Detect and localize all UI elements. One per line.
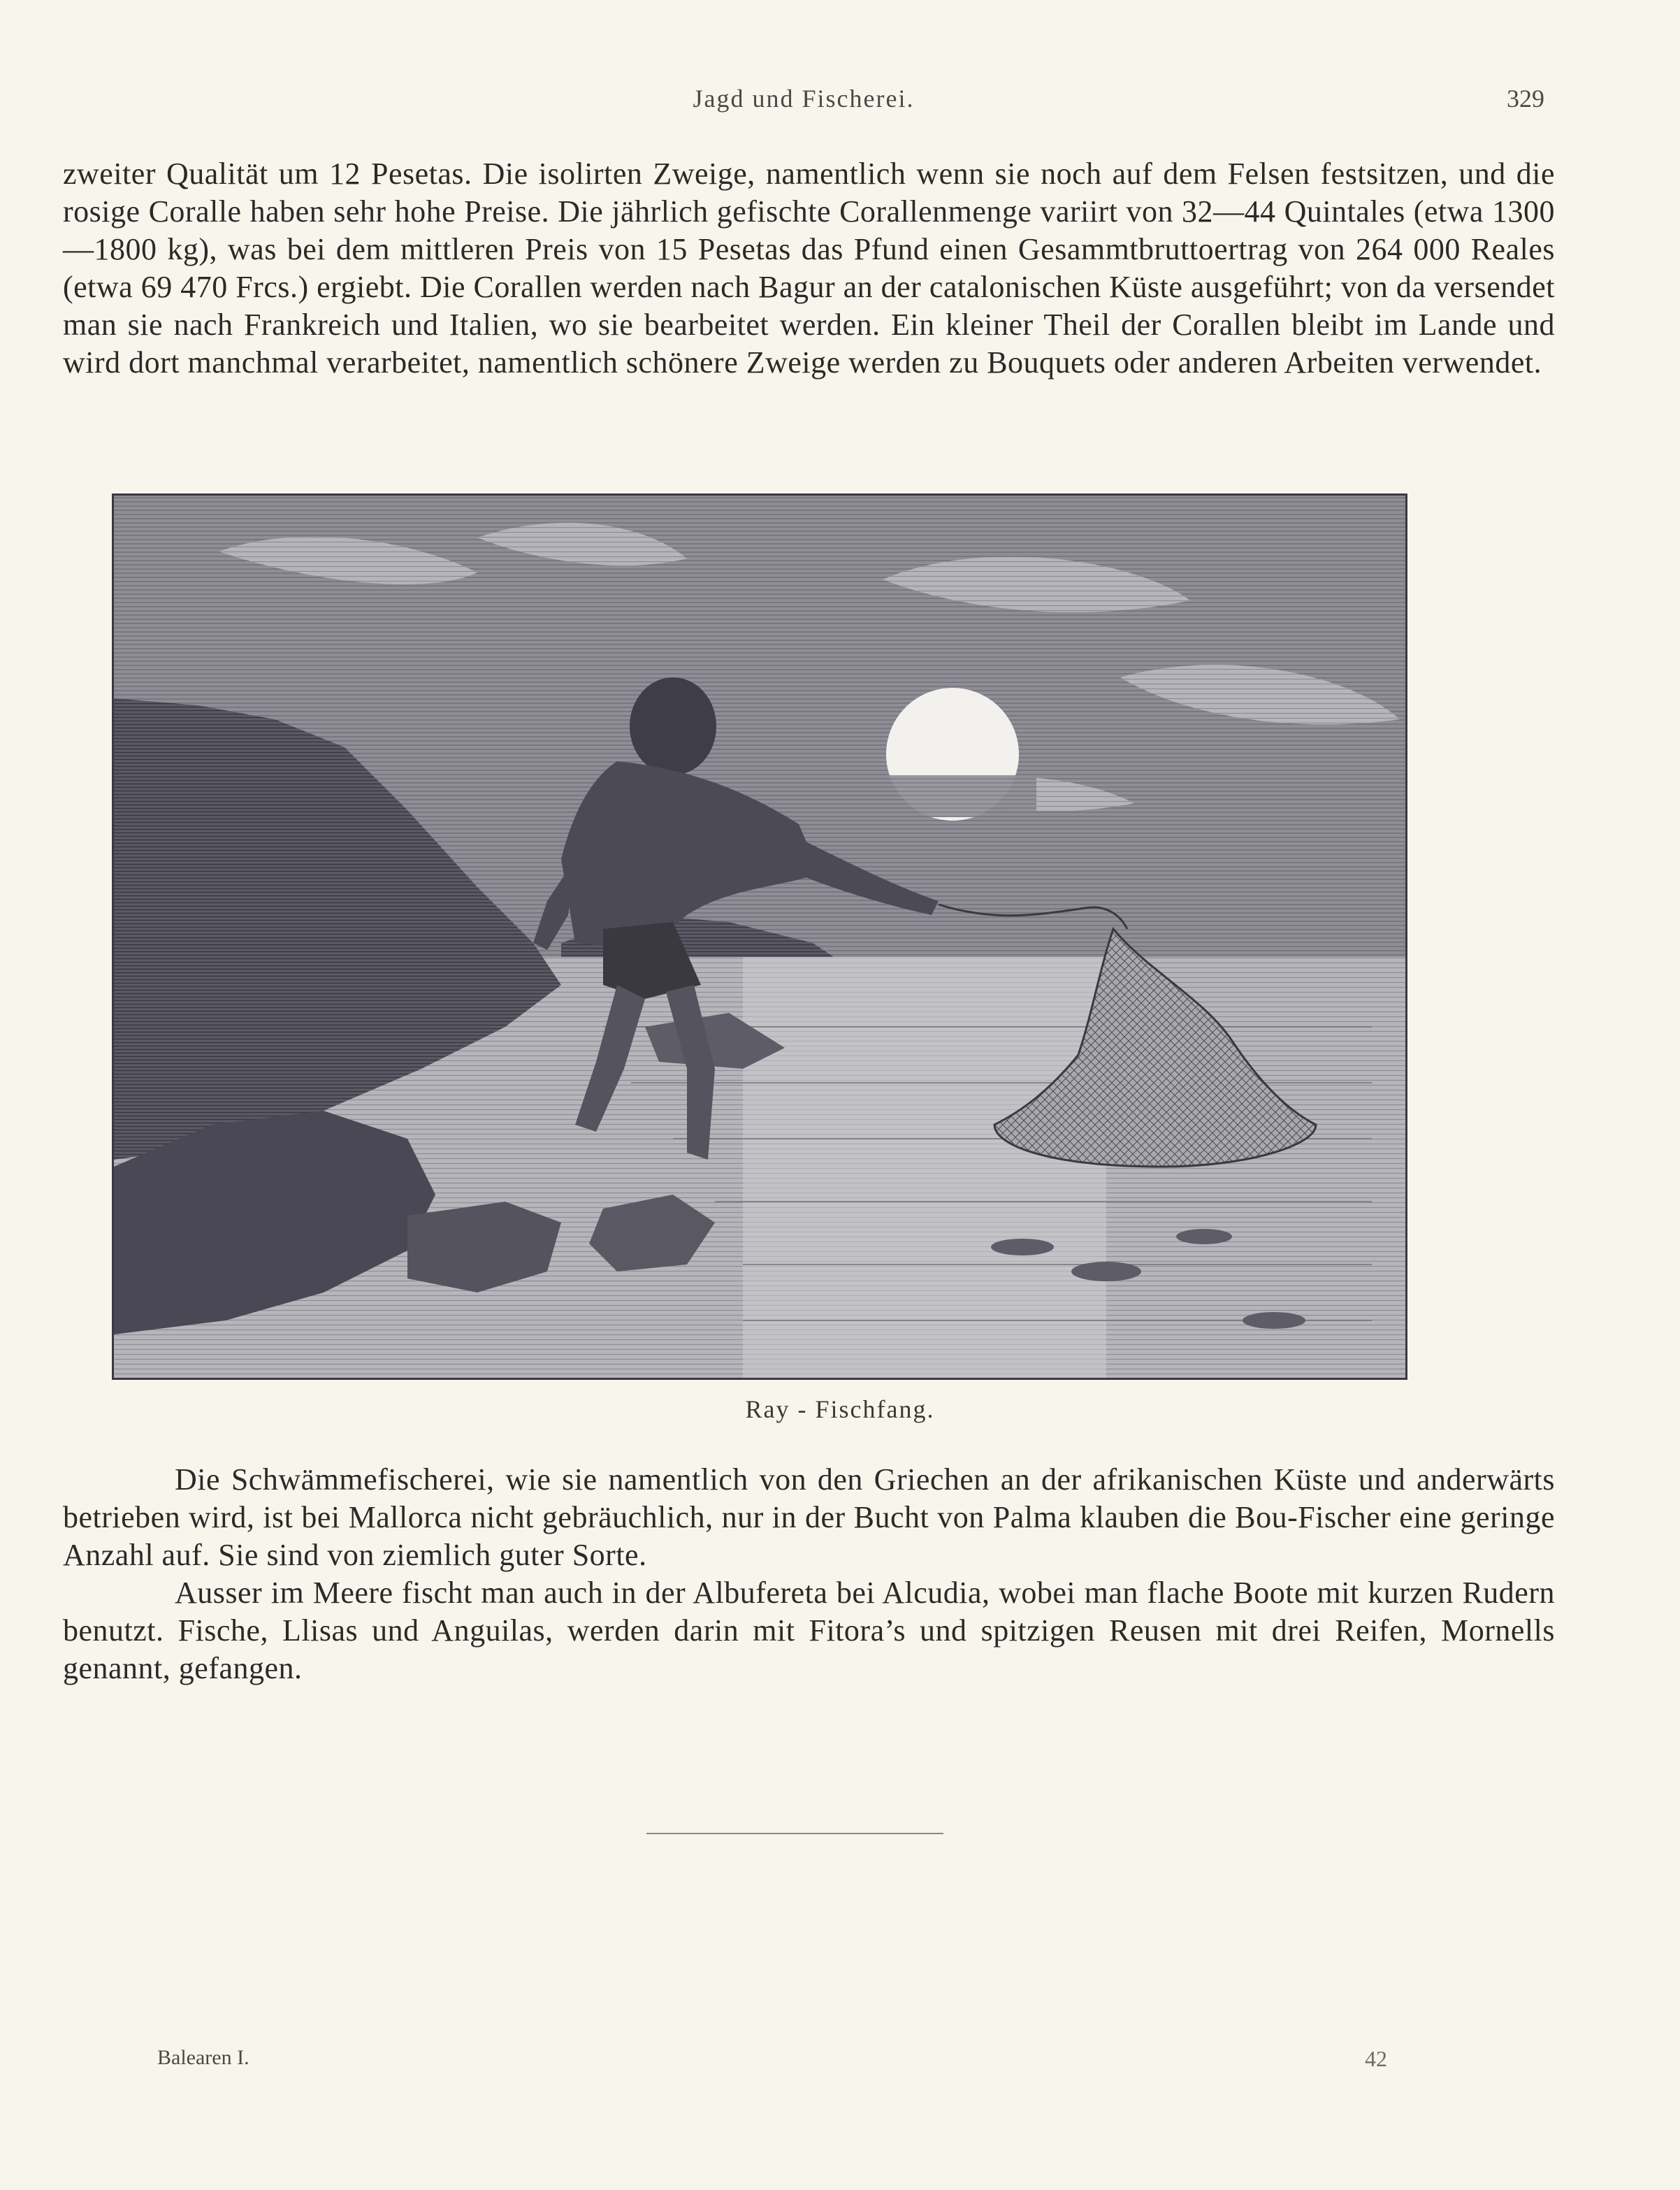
section-rule: [646, 1833, 943, 1834]
engraving-illustration: [112, 494, 1407, 1380]
figure-caption: Ray - Fischfang.: [745, 1395, 935, 1423]
paragraph-corallen: zweiter Qualität um 12 Pesetas. Die isolirten Zweige, namentlich wenn sie noch auf dem Felsen festsitzen, und die rosige Coralle haben sehr hohe Preise. Die jährlich gefischte Corallenmenge variirt von 32—44 Quintales (etwa 1300—1800 kg), was bei dem mittleren Preis von 15 Pesetas das Pfund einen Gesammtbruttoertrag von 264 000 Reales (etwa 69 470 Frcs.) ergiebt. Die Corallen werden nach Bagur an der catalonischen Küste ausgeführt; von da versendet man sie nach Frankreich und Italien, wo sie bearbeitet werden. Ein kleiner Theil der Corallen bleibt im Lande und wird dort manchmal verarbeitet, namentlich schönere Zweige werden zu Bouquets oder anderen Arbeiten verwendet.: [63, 157, 1555, 380]
top-paragraph-block: [63, 155, 1555, 382]
running-head: [63, 84, 1544, 126]
bottom-paragraph-block: [63, 1461, 1555, 1687]
paragraph-albufereta: Ausser im Meere fischt man auch in der Albufereta bei Alcudia, wobei man flache Boote mit kurzen Rudern benutzt. Fische, Llisas und Anguilas, werden darin mit Fitora’s und spitzigen Reusen mit drei Reifen, Mornells genannt, gefangen.: [63, 1576, 1555, 1685]
running-title: Jagd und Fischerei.: [693, 85, 915, 113]
footer-signature: Balearen I.: [157, 2046, 249, 2069]
footer-sheet-number: 42: [1365, 2046, 1387, 2071]
page-number: 329: [1507, 85, 1544, 113]
paragraph-schwaemmefischerei: Die Schwämmefischerei, wie sie namentlich von den Griechen an der afrikanischen Küste und anderwärts betrieben wird, ist bei Mallorca nicht gebräuchlich, nur in der Bucht von Palma klauben die Bou-Fischer eine geringe Anzahl auf. Sie sind von ziemlich guter Sorte.: [63, 1462, 1555, 1572]
page-footer: [157, 2046, 1387, 2081]
